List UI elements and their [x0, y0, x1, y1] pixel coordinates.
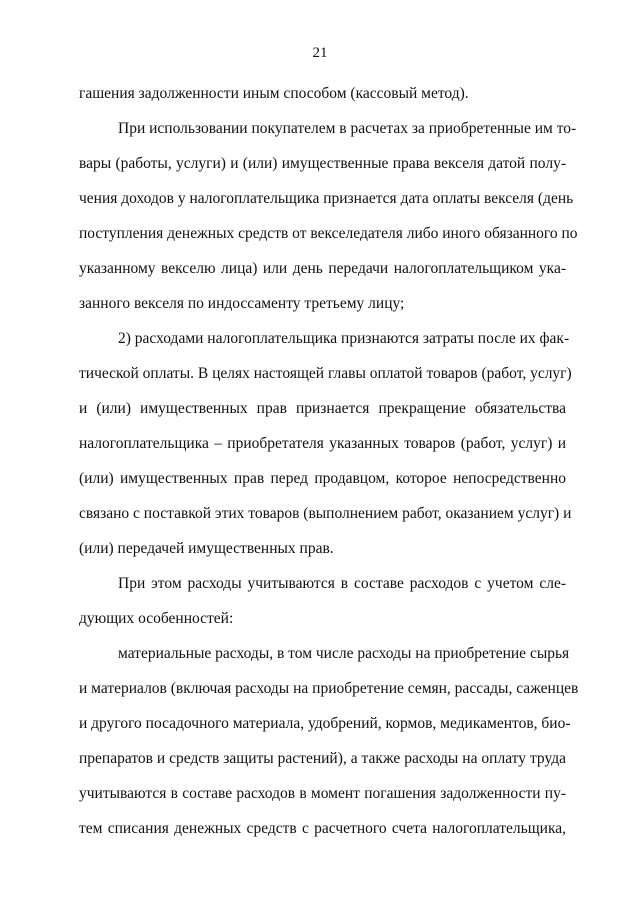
text-line-9: тической оплаты. В целях настоящей главы оплатой товаров (работ, услуг)	[79, 365, 572, 382]
text-line-10: и (или) имущественных прав признается прекращение обязательства	[79, 400, 566, 417]
text-line-4: чения доходов у налогоплательщика признается дата оплаты векселя (день	[79, 190, 574, 207]
text-line-22: тем списания денежных средств с расчетного счета налогоплательщика,	[79, 820, 566, 837]
page-number: 21	[312, 45, 328, 61]
text-line-3: вары (работы, услуги) и (или) имущественные права векселя датой полу-	[79, 155, 566, 172]
text-line-17: материальные расходы, в том числе расходы на приобретение сырья	[118, 645, 570, 662]
text-line-16: дующих особенностей:	[79, 610, 234, 627]
text-line-18: и материалов (включая расходы на приобретение семян, рассады, саженцев	[79, 680, 579, 697]
text-line-8: 2) расходами налогоплательщика признаются затраты после их фак-	[118, 330, 570, 347]
text-line-7: занного векселя по индоссаменту третьему лицу;	[79, 295, 405, 312]
text-line-6: указанному векселю лица) или день передачи налогоплательщиком ука-	[79, 260, 566, 277]
text-line-13: связано с поставкой этих товаров (выполнением работ, оказанием услуг) и	[79, 505, 572, 522]
text-line-11: налогоплательщика – приобретателя указанных товаров (работ, услуг) и	[79, 435, 566, 452]
text-line-5: поступления денежных средств от векселедателя либо иного обязанного по	[79, 225, 578, 242]
text-line-2: При использовании покупателем в расчетах за приобретенные им то-	[118, 120, 577, 137]
text-line-12: (или) имущественных прав перед продавцом, которое непосредственно	[79, 470, 566, 487]
text-line-14: (или) передачей имущественных прав.	[79, 540, 334, 557]
text-line-1: гашения задолженности иным способом (кассовый метод).	[79, 85, 469, 102]
text-line-20: препаратов и средств защиты растений), а также расходы на оплату труда	[79, 750, 566, 767]
text-line-19: и другого посадочного материала, удобрений, кормов, медикаментов, био-	[79, 715, 571, 732]
text-line-15: При этом расходы учитываются в составе расходов с учетом сле-	[118, 575, 566, 592]
text-line-21: учитываются в составе расходов в момент погашения задолженности пу-	[79, 785, 566, 802]
